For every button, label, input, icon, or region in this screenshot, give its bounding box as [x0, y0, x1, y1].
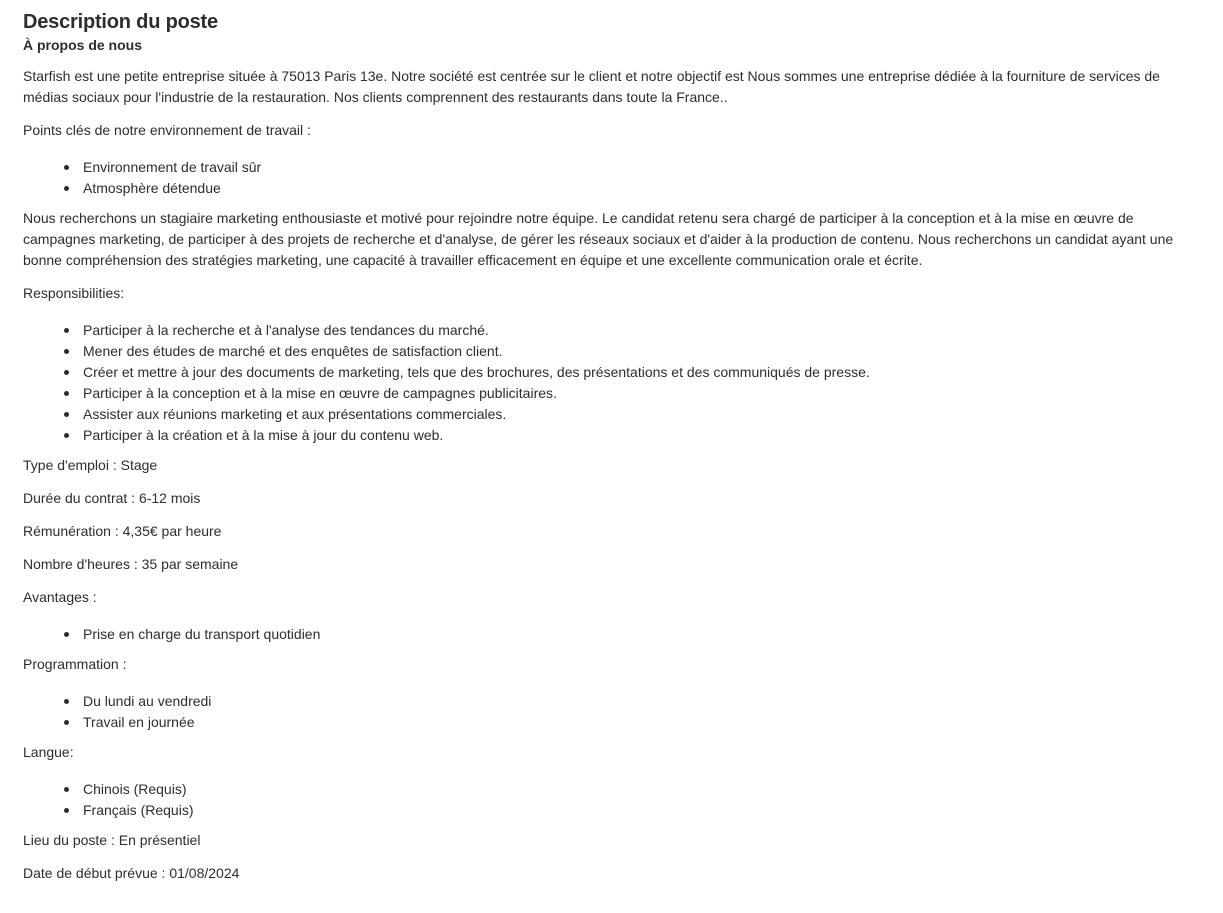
page-title: Description du poste: [23, 11, 218, 33]
list-item: Du lundi au vendredi: [83, 691, 1208, 712]
benefits-list: [23, 620, 1208, 645]
job-description: [23, 9, 1208, 896]
about-heading: À propos de nous: [23, 37, 142, 53]
hours: Nombre d'heures : 35 par semaine: [23, 556, 239, 572]
list-item: Français (Requis): [83, 800, 1208, 821]
language-list: [23, 775, 1208, 821]
list-item: Créer et mettre à jour des documents de marketing, tels que des brochures, des présentations et des communiqués de presse.: [83, 362, 1208, 383]
list-item: Participer à la création et à la mise à jour du contenu web.: [83, 425, 1208, 446]
pay: Rémunération : 4,35€ par heure: [23, 523, 222, 539]
list-item: Assister aux réunions marketing et aux présentations commerciales.: [83, 404, 1208, 425]
list-item: Mener des études de marché et des enquêtes de satisfaction client.: [83, 341, 1208, 362]
list-item: Participer à la conception et à la mise en œuvre de campagnes publicitaires.: [83, 383, 1208, 404]
benefits-label: Avantages :: [23, 589, 97, 605]
role-summary: Nous recherchons un stagiaire marketing enthousiaste et motivé pour rejoindre notre équipe. Le candidat retenu sera chargé de participer à la conception et à la mise en œuvre de campagnes marketing, de participer à des projets de recherche et d'analyse, de gérer les réseaux sociaux et d'aider à la production de contenu. Nous recherchons un candidat ayant une bonne compréhension des stratégies marketing, une capacité à travailler efficacement en équipe et une excellente communication orale et écrite.: [23, 210, 1174, 268]
list-item: Participer à la recherche et à l'analyse des tendances du marché.: [83, 320, 1208, 341]
list-item: Chinois (Requis): [83, 779, 1208, 800]
job-type: Type d'emploi : Stage: [23, 457, 158, 473]
list-item: Prise en charge du transport quotidien: [83, 624, 1208, 645]
list-item: Travail en journée: [83, 712, 1208, 733]
work-environment-label: Points clés de notre environnement de travail :: [23, 122, 311, 138]
responsibilities-label: Responsibilities:: [23, 285, 125, 301]
language-label: Langue:: [23, 744, 74, 760]
start-date: Date de début prévue : 01/08/2024: [23, 865, 240, 881]
contract-duration: Durée du contrat : 6-12 mois: [23, 490, 201, 506]
work-location: Lieu du poste : En présentiel: [23, 832, 201, 848]
schedule-label: Programmation :: [23, 656, 127, 672]
company-intro: Starfish est une petite entreprise située à 75013 Paris 13e. Notre société est centrée sur le client et notre objectif est Nous sommes une entreprise dédiée à la fourniture de services de médias sociaux pour l'industrie de la restauration. Nos clients comprennent des restaurants dans toute la France..: [23, 68, 1160, 105]
list-item: Atmosphère détendue: [83, 178, 1208, 199]
work-environment-list: [23, 153, 1208, 199]
list-item: Environnement de travail sûr: [83, 157, 1208, 178]
responsibilities-list: [23, 316, 1208, 446]
schedule-list: [23, 687, 1208, 733]
